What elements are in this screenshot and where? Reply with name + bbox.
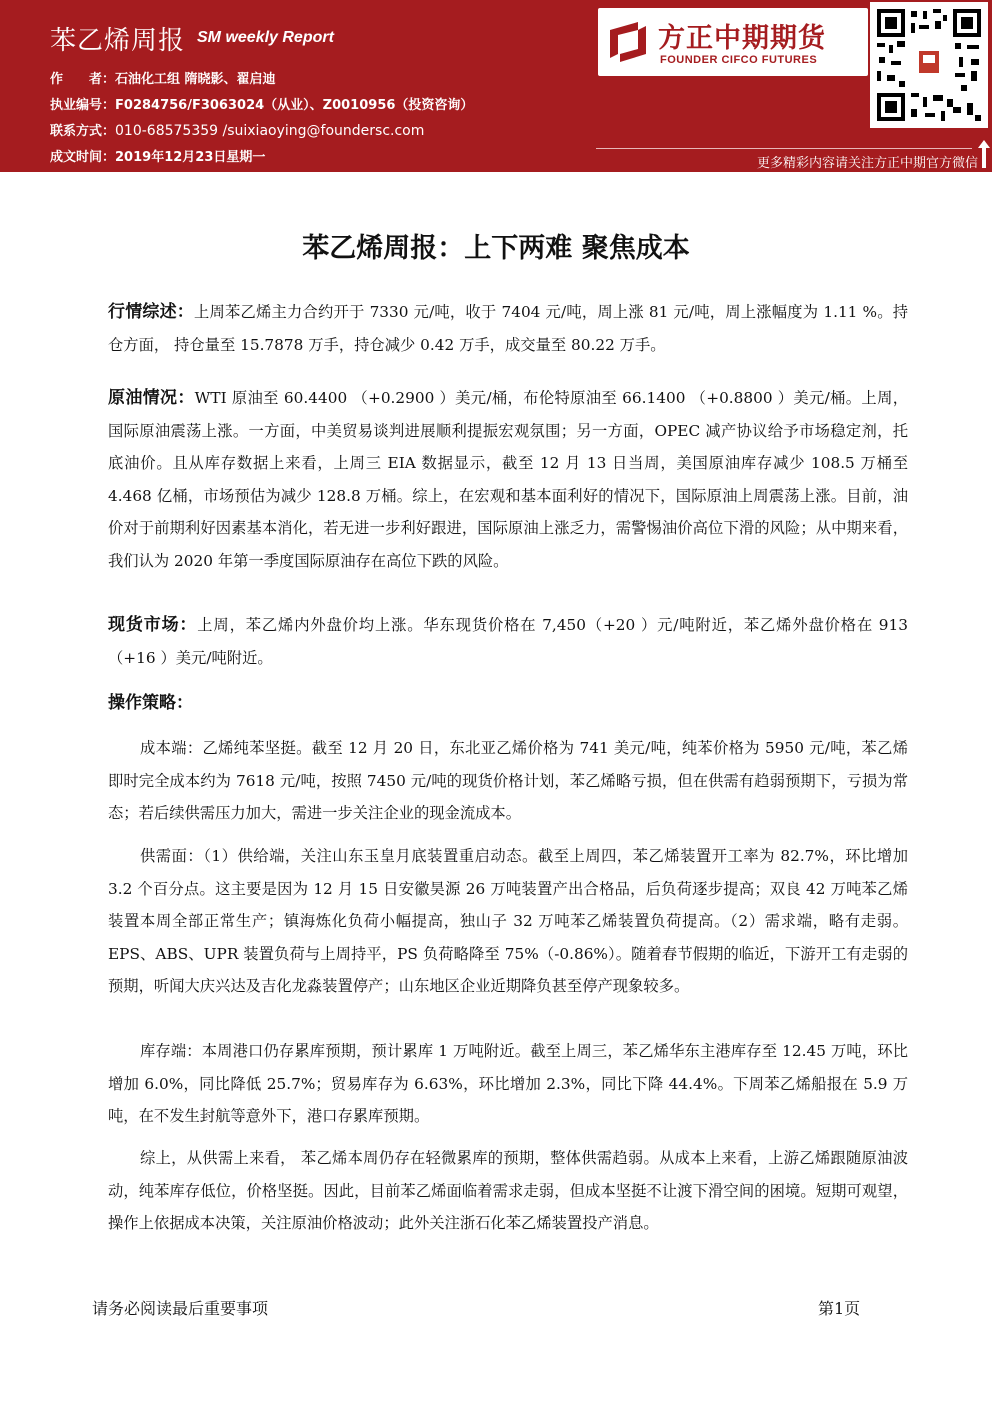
contact-label: 联系方式： [50,124,116,139]
footer-notice: 请务必阅读最后重要事项 [92,1299,269,1318]
contact-line [50,120,424,139]
logo-mark-icon [608,20,648,64]
page-number: 第1页 [818,1299,861,1318]
market-overview-paragraph [108,296,908,361]
market-overview-heading: 行情综述： [108,302,195,322]
author-line [50,68,276,87]
arrow-up-icon [978,140,990,168]
header-divider [596,148,972,149]
date-value: 2019年12月23日星期一 [115,150,266,165]
contact-value: 010-68575359 /suixiaoying@foundersc.com [115,123,425,139]
spot-market-heading: 现货市场： [108,615,198,635]
license-label: 执业编号： [50,98,116,113]
author-label: 作 者： [50,72,116,87]
spot-market-paragraph [108,609,908,674]
date-label: 成文时间： [50,150,116,165]
report-subtitle: SM weekly Report [197,29,334,46]
crude-oil-text: WTI 原油至 60.4400 （+0.2900 ）美元/桶，布伦特原油至 66.1400 （+0.8800 ）美元/桶。上周，国际原油震荡上涨。一方面，中美贸易谈判进展顺利提振宏观氛围；另一方面，OPEC 减产协议给予市场稳定剂，托底油价。且从库存数据上来看，上周三 EIA 数据显示，截至 12 月 13 日当周，美国原油库存减少 108.5 万桶至 4.468 亿桶，市场预估为减少 128.8 万桶。综上，在宏观和基本面利好的情况下，国际原油上周震荡上涨。目前，油价对于前期利好因素基本消化，若无进一步利好跟进，国际原油上涨乏力，需警惕油价高位下滑的风险；从中期来看，我们认为 2020 年第一季度国际原油存在高位下跌的风险。 [108,389,908,570]
cost-paragraph: 成本端：乙烯纯苯坚挺。截至 12 月 20 日，东北亚乙烯价格为 741 美元/吨，纯苯价格为 5950 元/吨，苯乙烯即时完全成本约为 7618 元/吨，按照 7450 元/吨的现货价格计划，苯乙烯略亏损，但在供需有趋弱预期下，亏损为常态；若后续供需压力加大，需进一步关注企业的现金流成本。 [108,739,908,822]
spot-market-text: 上周，苯乙烯内外盘价均上涨。华东现货价格在 7,450（+20 ）元/吨附近，苯乙烯外盘价格在 913（+16 ）美元/吨附近。 [108,616,909,667]
crude-oil-heading: 原油情况： [108,388,195,408]
date-line [50,146,265,165]
logo-chinese-name: 方正中期期货 [658,23,826,54]
license-line [50,94,473,113]
market-overview-text: 上周苯乙烯主力合约开于 7330 元/吨，收于 7404 元/吨，周上涨 81 元/吨，周上涨幅度为 1.11 %。持仓方面， 持仓量至 15.7878 万手，持仓减少 0.42 万手，成交量至 80.22 万手。 [108,303,909,354]
qr-code [870,2,988,128]
author-value: 石油化工组 隋晓影、翟启迪 [115,72,276,87]
strategy-heading: 操作策略： [108,693,193,713]
document-title: 苯乙烯周报：上下两难 聚焦成本 [302,233,690,264]
summary-paragraph: 综上，从供需上来看， 苯乙烯本周仍存在轻微累库的预期，整体供需趋弱。从成本上来看，上游乙烯跟随原油波动，纯苯库存低位，价格坚挺。因此，目前苯乙烯面临着需求走弱，但成本坚挺不让渡下滑空间的困境。短期可观望，操作上依据成本决策，关注原油价格波动；此外关注浙石化苯乙烯装置投产消息。 [108,1149,908,1232]
report-header [0,0,992,172]
crude-oil-paragraph [108,382,908,577]
follow-wechat-text: 更多精彩内容请关注方正中期官方微信 [756,156,978,171]
supply-demand-paragraph: 供需面：（1）供给端，关注山东玉皇月底装置重启动态。截至上周四，苯乙烯装置开工率为 82.7%，环比增加 3.2 个百分点。这主要是因为 12 月 15 日安徽昊源 26 万吨装置产出合格品，后负荷逐步提高；双良 42 万吨苯乙烯装置本周全部正常生产；镇海炼化负荷小幅提高，独山子 32 万吨苯乙烯装置负荷提高。（2）需求端，略有走弱。EPS、ABS、UPR 装置负荷与上周持平，PS 负荷略降至 75%（-0.86%）。随着春节假期的临近，下游开工有走弱的预期，听闻大庆兴达及吉化龙淼装置停产；山东地区企业近期降负甚至停产现象较多。 [108,847,908,995]
license-value: F0284756/F3063024（从业）、Z0010956（投资咨询） [115,98,474,113]
report-title: 苯乙烯周报 [50,26,186,56]
logo-english-name: FOUNDER CIFCO FUTURES [660,54,818,66]
qr-code-icon [875,7,983,123]
inventory-paragraph: 库存端：本周港口仍存累库预期，预计累库 1 万吨附近。截至上周三，苯乙烯华东主港库存至 12.45 万吨，环比增加 6.0%，同比降低 25.7%；贸易库存为 6.63%，环比增加 2.3%，同比下降 44.4%。下周苯乙烯船报在 5.9 万吨，在不发生封航等意外下，港口存累库预期。 [108,1042,908,1125]
company-logo [598,8,868,76]
